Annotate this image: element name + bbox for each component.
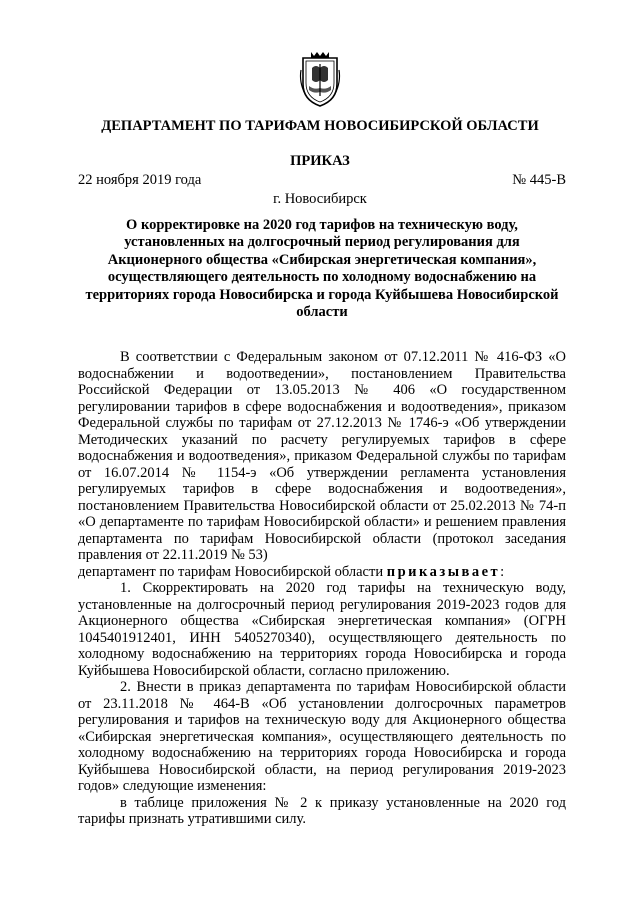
department-name: ДЕПАРТАМЕНТ ПО ТАРИФАМ НОВОСИБИРСКОЙ ОБЛАСТИ [101,118,539,134]
decree-word: приказывает [386,563,501,580]
decree-suffix: : [500,563,505,580]
novosibirsk-coat-of-arms-icon [297,50,343,108]
document-date: 22 ноября 2019 года [78,172,202,188]
decree-prefix: департамент по тарифам Новосибирской области [78,563,384,580]
document-type: ПРИКАЗ [290,153,350,169]
document-title: О корректировке на 2020 год тарифов на техническую воду, установленных на долгосрочный период регулирования для Акционерного общества «Сибирская энергетическая компания», осуществляющего деятельность по холодному водоснабжению на территориях города Новосибирска и города Куйбышева Новосибирской области [85,217,559,321]
document-body [78,349,566,828]
document-city: г. Новосибирск [273,191,367,207]
preamble-paragraph: В соответствии с Федеральным законом от 07.12.2011 № 416-ФЗ «О водоснабжении и водоотведении», постановлением Правительства Российской Федерации от 13.05.2013 № 406 «О государственном регулировании тарифов в сфере водоснабжения и водоотведения», приказом Федеральной службы по тарифам от 27.12.2013 № 1746-э «Об утверждении Методических указаний по расчету регулируемых тарифов в сфере водоснабжения и водоотведения», приказом Федеральной службы по тарифам от 16.07.2014 № 1154-э «Об утверждении регламента установления регулируемых тарифов в сфере водоснабжения и водоотведения», постановлением Правительства Новосибирской области от 25.02.2013 № 74-п «О департаменте по тарифам Новосибирской области» и решением правления департамента по тарифам Новосибирской области (протокол заседания правления от 22.11.2019 № 53) [78,349,566,563]
item-1-paragraph: 1. Скорректировать на 2020 год тарифы на техническую воду, установленные на долгосрочный период регулирования 2019-2023 годов для Акционерного общества «Сибирская энергетическая компания» (ОГРН 1045401912401, ИНН 5405270340), осуществляющего деятельность по холодному водоснабжению на территориях города Новосибирска и города Куйбышева Новосибирской области, согласно приложению. [78,580,566,679]
item-2-subparagraph: в таблице приложения № 2 к приказу установленные на 2020 год тарифы признать утратившими силу. [78,794,566,827]
item-2-paragraph: 2. Внести в приказ департамента по тарифам Новосибирской области от 23.11.2018 № 464-В «Об установлении долгосрочных параметров регулирования и тарифов на техническую воду для Акционерного общества «Сибирская энергетическая компания», осуществляющего деятельность по холодному водоснабжению на территориях города Новосибирска и города Куйбышева Новосибирской области, на период регулирования 2019-2023 годов» следующие изменения: [78,679,566,794]
decree-line [78,564,566,581]
document-number: № 445-В [512,172,566,188]
